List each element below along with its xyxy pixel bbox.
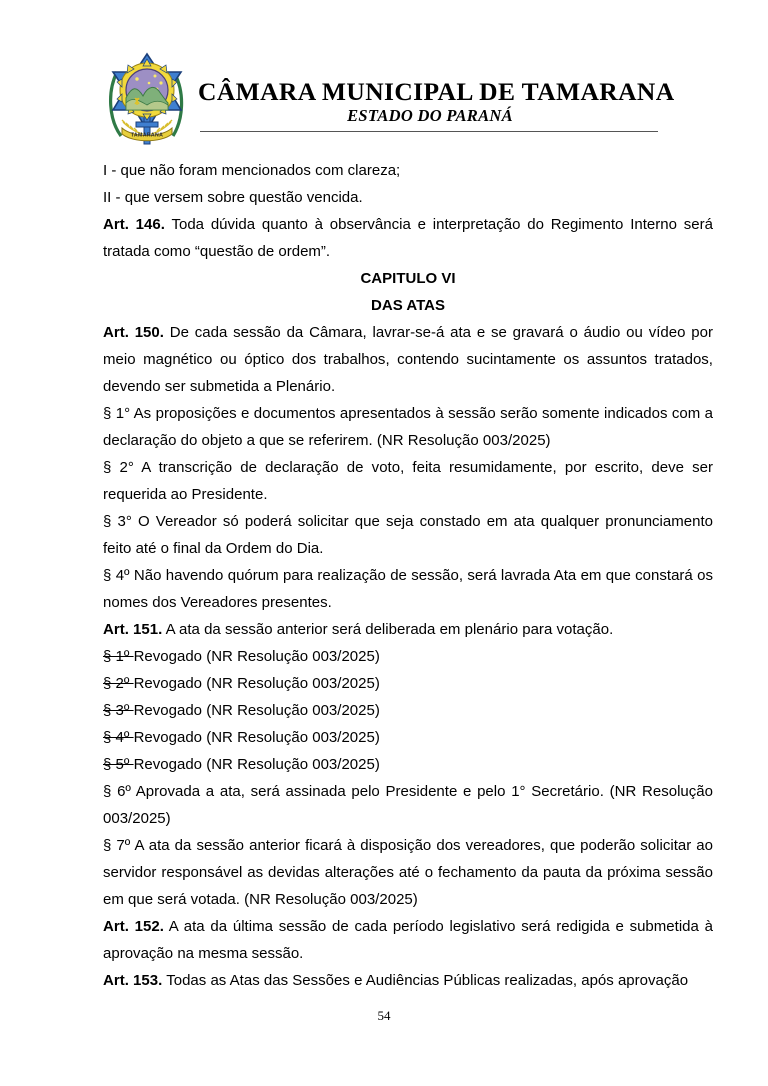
header-title-block (198, 77, 675, 126)
document-header (0, 0, 768, 150)
document-body (103, 157, 713, 994)
article-label: Art. 152. (103, 918, 164, 935)
header-divider (200, 131, 658, 132)
paragraph-art-151-p5 (103, 751, 713, 778)
revoked-text: Revogado (NR Resolução 003/2025) (133, 648, 380, 665)
paragraph-art-151-p6: § 6º Aprovada a ata, será assinada pelo Presidente e pelo 1° Secretário. (NR Resolução 003/2025) (103, 783, 713, 827)
paragraph-art-151-p2 (103, 670, 713, 697)
article-label: Art. 151. (103, 621, 163, 638)
paragraph-art-146: Art. 146. Toda dúvida quanto à observância e interpretação do Regimento Interno será tratada como “questão de ordem”. (103, 216, 713, 260)
revoked-marker: § 5º (103, 756, 134, 773)
paragraph-art-150-p2: § 2° A transcrição de declaração de voto, feita resumidamente, por escrito, deve ser requerida ao Presidente. (103, 459, 713, 503)
paragraph-inciso-i: I - que não foram mencionados com clareza; (103, 162, 401, 179)
paragraph-art-151-p4 (103, 724, 713, 751)
page-subtitle: ESTADO DO PARANÁ (347, 105, 513, 125)
coat-of-arms-icon (103, 50, 191, 148)
paragraph-art-152: Art. 152. A ata da última sessão de cada período legislativo será redigida e submetida à aprovação na mesma sessão. (103, 918, 713, 962)
paragraph-art-151-p3 (103, 697, 713, 724)
revoked-marker: § 3º (103, 702, 134, 719)
article-label: Art. 150. (103, 324, 164, 341)
revoked-marker: § 2º (103, 675, 134, 692)
revoked-text: Revogado (NR Resolução 003/2025) (133, 675, 380, 692)
revoked-text: Revogado (NR Resolução 003/2025) (133, 729, 380, 746)
svg-text:TAMARANA: TAMARANA (130, 132, 164, 139)
paragraph-art-151-p1 (103, 643, 713, 670)
paragraph-art-150: Art. 150. De cada sessão da Câmara, lavrar-se-á ata e se gravará o áudio ou vídeo por meio magnético ou óptico dos trabalhos, contendo sucintamente os assuntos tratados, devendo ser submetida a Plenário. (103, 324, 713, 395)
paragraph-capitulo-vi: CAPITULO VI (360, 270, 456, 287)
revoked-marker: § 1º (103, 648, 134, 665)
paragraph-inciso-ii: II - que versem sobre questão vencida. (103, 189, 363, 206)
revoked-text: Revogado (NR Resolução 003/2025) (133, 756, 380, 773)
article-label: Art. 153. (103, 972, 163, 989)
revoked-marker: § 4º (103, 729, 134, 746)
article-label: Art. 146. (103, 216, 165, 233)
paragraph-art-150-p1: § 1° As proposições e documentos apresentados à sessão serão somente indicados com a declaração do objeto a que se referirem. (NR Resolução 003/2025) (103, 405, 713, 449)
paragraph-das-atas: DAS ATAS (371, 297, 445, 314)
page-number: 54 (377, 1008, 391, 1023)
revoked-text: Revogado (NR Resolução 003/2025) (133, 702, 380, 719)
paragraph-art-151-p7: § 7º A ata da sessão anterior ficará à disposição dos vereadores, que poderão solicitar ao servidor responsável as devidas alterações até o fechamento da pauta da próxima sessão em que será votada. (NR Resolução 003/2025) (103, 837, 713, 908)
paragraph-art-150-p3: § 3° O Vereador só poderá solicitar que seja constado em ata qualquer pronunciamento feito até o final da Ordem do Dia. (103, 513, 713, 557)
paragraph-art-153: Art. 153. Todas as Atas das Sessões e Audiências Públicas realizadas, após aprovação (103, 972, 689, 989)
paragraph-art-151: Art. 151. A ata da sessão anterior será deliberada em plenário para votação. (103, 621, 614, 638)
page-title: CÂMARA MUNICIPAL DE TAMARANA (198, 77, 675, 106)
paragraph-art-150-p4: § 4º Não havendo quórum para realização de sessão, será lavrada Ata em que constará os nomes dos Vereadores presentes. (103, 567, 713, 611)
